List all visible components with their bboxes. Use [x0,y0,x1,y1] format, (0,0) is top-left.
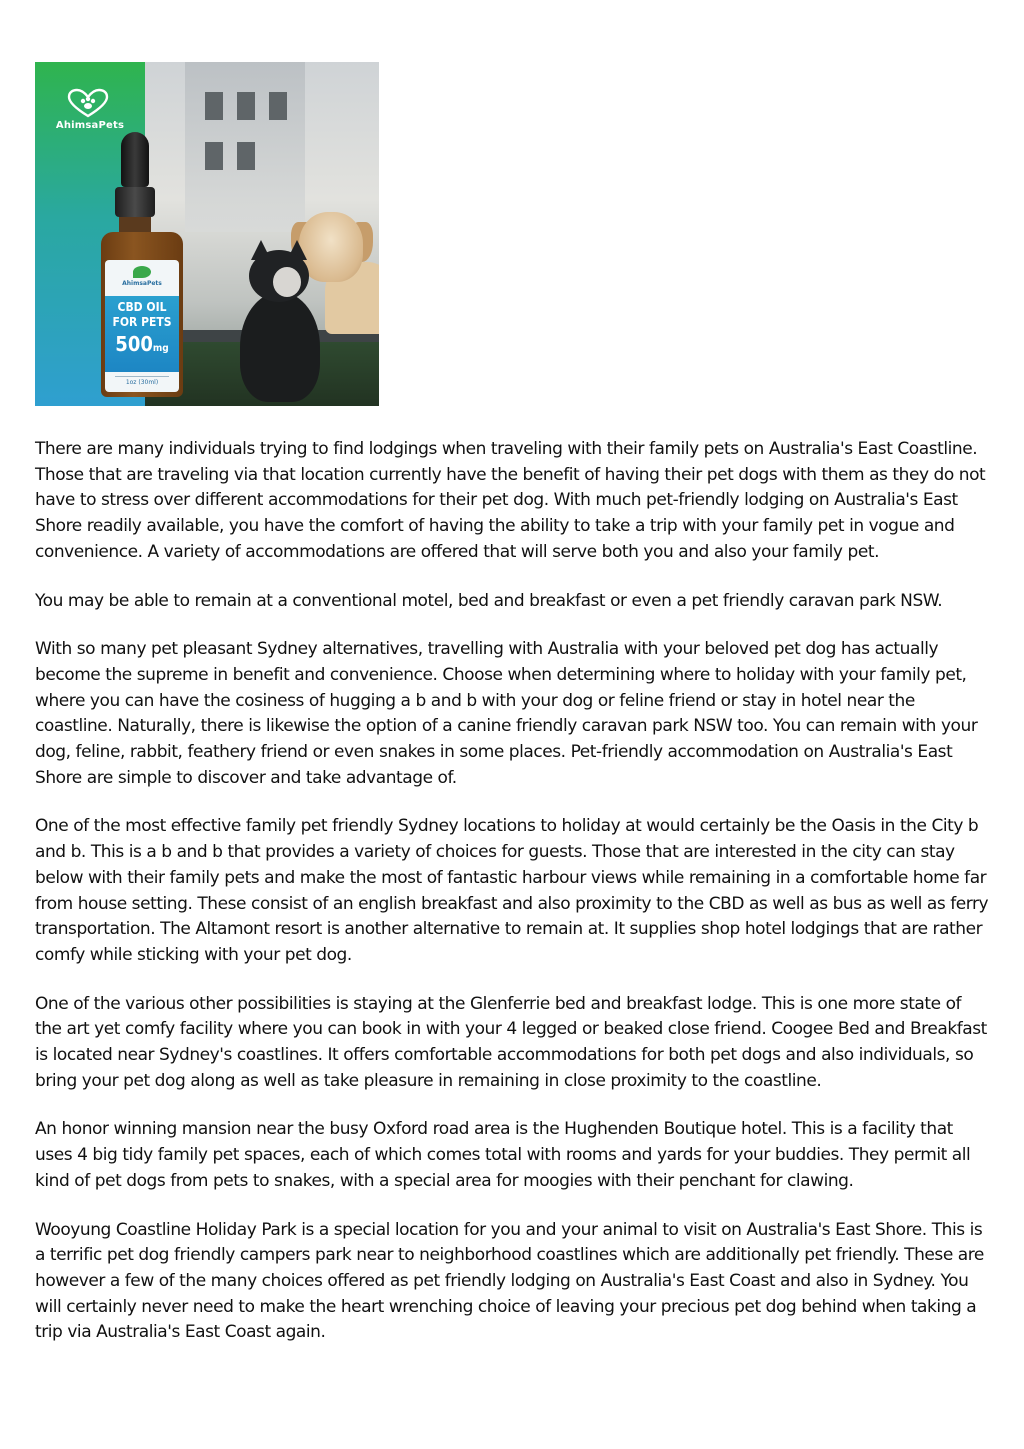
label-brand: AhimsaPets [122,280,162,287]
label-strength-value: 500 [115,332,153,356]
paragraph: You may be able to remain at a conventional motel, bed and breakfast or even a pet friendly caravan park NSW. [35,590,943,611]
brand-name: AhimsaPets [55,120,125,131]
paragraph: An honor winning mansion near the busy Oxford road area is the Hughenden Boutique hotel. This is a facility that uses 4 big tidy family pet spaces, each of which comes total with rooms and yards for your buddies. They permit all kind of pet dogs from pets to snakes, with a special area for moogies with their penchant for clawing. [35,1119,971,1191]
building-window [269,92,287,120]
building-window [205,92,223,120]
cat-white-patch [273,267,301,297]
product-photo [35,62,379,406]
label-line-2: FOR PETS [112,315,172,329]
label-line-1: CBD OIL [117,300,167,314]
bottle-label [105,260,179,392]
building-window [237,142,255,170]
paragraph: With so many pet pleasant Sydney alternatives, travelling with Australia with your beloved pet dog has actually become the supreme in benefit and convenience. Choose when determining where to holiday with your family pet, where you can have the cosiness of hugging a b and b with your dog or feline friend or stay in hotel near the coastline. Naturally, there is likewise the option of a canine friendly caravan park NSW too. You can remain with your dog, feline, rabbit, feathery friend or even snakes in some places. Pet-friendly accommodation on Australia's East Shore are simple to discover and take advantage of. [35,639,978,788]
label-strength [105,332,179,356]
paragraph: One of the various other possibilities is staying at the Glenferrie bed and breakfast lodge. This is one more state of the art yet comfy facility where you can book in with your 4 legged or beaked close friend. Coogee Bed and Breakfast is located near Sydney's coastlines. It offers comfortable accommodations for both pet dogs and also individuals, so bring your pet dog along as well as take pleasure in remaining in close proximity to the coastline. [35,993,987,1091]
paragraph: One of the most effective family pet friendly Sydney locations to holiday at would certainly be the Oasis in the City b and b. This is a b and b that provides a variety of choices for guests. Those that are interested in the city can stay below with their family pets and make the most of fantastic harbour views while remaining in a comfortable home far from house setting. These consist of an english breakfast and also proximity to the CBD as well as bus as well as ferry transportation. The Altamont resort is another alternative to remain at. It supplies shop hotel lodgings that are rather comfy while sticking with your pet dog. [35,816,989,965]
article-body [35,437,991,1369]
paragraph: Wooyung Coastline Holiday Park is a special location for you and your animal to visit on Australia's East Shore. This is a terrific pet dog friendly campers park near to neighborhood coastlines which are additionally pet friendly. These are however a few of the many choices offered as pet friendly lodging on Australia's East Coast and also in Sydney. You will certainly never need to make the heart wrenching choice of leaving your precious pet dog behind when taking a trip via Australia's East Coast again. [35,1219,984,1343]
paragraph: There are many individuals trying to find lodgings when traveling with their family pets on Australia's East Coastline. Those that are traveling via that location currently have the benefit of having their pet dogs with them as they do not have to stress over different accommodations for their pet dog. With much pet-friendly lodging on Australia's East Shore readily available, you have the comfort of having the ability to take a trip with your family pet in vogue and convenience. A variety of accommodations are offered that will serve both you and also your family pet. [35,439,986,562]
bottle-icon [121,132,149,187]
label-strength-unit: mg [152,343,169,354]
leaf-icon [133,266,151,278]
building-window [205,142,223,170]
building-window [237,92,255,120]
cat-icon [240,292,320,402]
paw-heart-logo-icon [65,88,111,118]
label-volume: 1oz (30ml) [115,376,169,386]
bottle-collar [115,187,155,217]
